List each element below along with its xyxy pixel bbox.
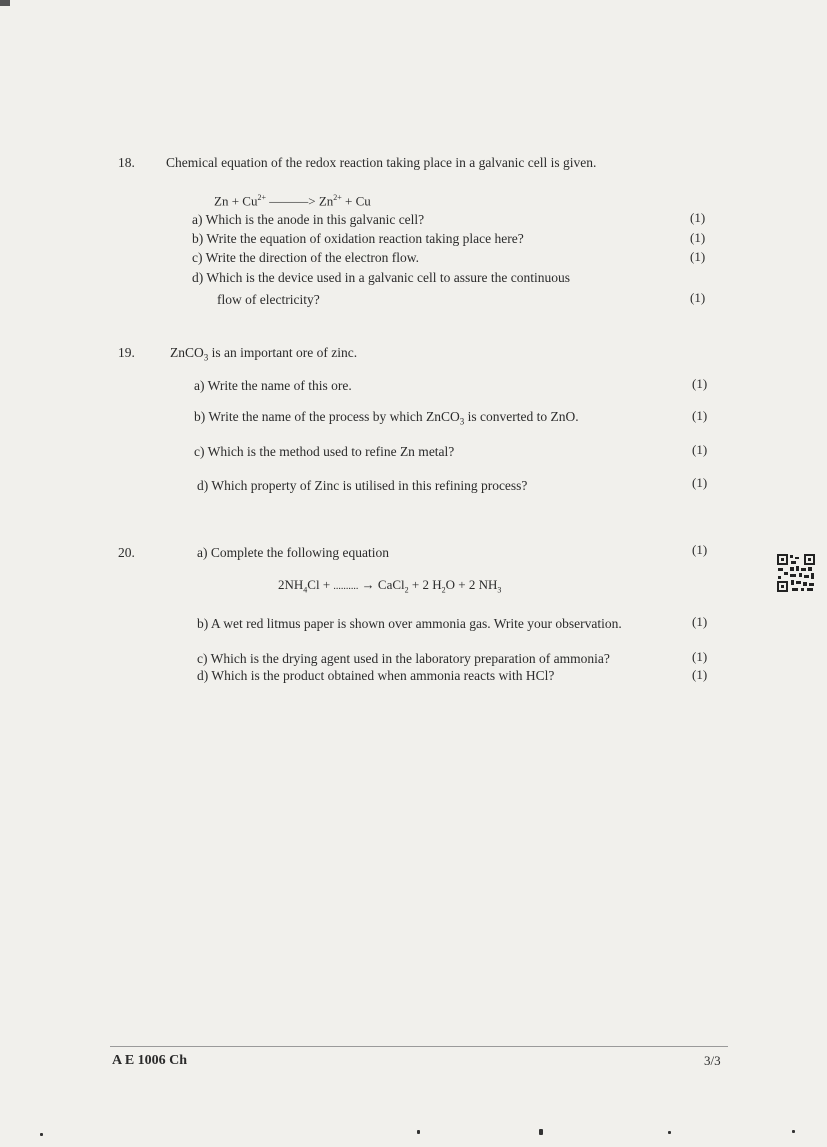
question-19b-mark: (1): [692, 408, 708, 423]
qr-code-icon: [776, 553, 816, 593]
question-18a: a) Which is the anode in this galvanic cell?: [192, 212, 425, 227]
question-20c-mark: (1): [692, 649, 708, 664]
question-18-number: 18.: [118, 155, 135, 170]
question-18d-mark: (1): [690, 290, 706, 305]
question-18d: d) Which is the device used in a galvanic cell to assure the continuous: [192, 270, 571, 285]
question-18d-continuation: flow of electricity?: [217, 292, 320, 307]
question-19-stem: ZnCO$_3$ is an important ore of zinc.: [170, 345, 358, 363]
question-18c: c) Write the direction of the electron flow.: [192, 250, 419, 265]
question-18a-mark: (1): [690, 210, 706, 225]
question-20c: c) Which is the drying agent used in the laboratory preparation of ammonia?: [197, 651, 610, 666]
question-20a-mark: (1): [692, 542, 708, 557]
question-19d-mark: (1): [692, 475, 708, 490]
scan-speck: [668, 1131, 671, 1134]
question-18b-mark: (1): [690, 230, 706, 245]
question-18b: b) Write the equation of oxidation reaction taking place here?: [192, 231, 524, 246]
scan-corner-mark: [0, 0, 10, 6]
paper-code: A E 1006 Ch: [112, 1053, 188, 1068]
question-20b: b) A wet red litmus paper is shown over ammonia gas. Write your observation.: [197, 616, 622, 631]
question-20b-mark: (1): [692, 614, 708, 629]
question-19-number: 19.: [118, 345, 135, 360]
question-19c: c) Which is the method used to refine Zn metal?: [194, 444, 455, 459]
scan-speck: [40, 1133, 43, 1136]
question-20d: d) Which is the product obtained when ammonia reacts with HCl?: [197, 668, 555, 683]
question-19d: d) Which property of Zinc is utilised in this refining process?: [197, 478, 528, 493]
question-20-number: 20.: [118, 545, 135, 560]
question-18-stem: Chemical equation of the redox reaction taking place in a galvanic cell is given.: [166, 155, 597, 170]
footer-divider: [110, 1046, 728, 1047]
question-19a-mark: (1): [692, 376, 708, 391]
question-20d-mark: (1): [692, 667, 708, 682]
question-20-equation: $2NH_4Cl$ + .......... → CaCl$_2$ + 2 $H_2O + 2$ $NH_3$: [278, 577, 502, 595]
question-19b: b) Write the name of the process by which ZnCO$_3$ is converted to ZnO.: [194, 409, 579, 427]
page-number: 3/3: [704, 1053, 721, 1068]
question-20a: a) Complete the following equation: [197, 545, 389, 560]
scan-speck: [417, 1130, 420, 1134]
scan-speck: [539, 1129, 543, 1135]
question-19c-mark: (1): [692, 442, 708, 457]
question-18c-mark: (1): [690, 249, 706, 264]
scan-speck: [792, 1130, 795, 1133]
question-19a: a) Write the name of this ore.: [194, 378, 352, 393]
question-18-equation: $Zn + Cu^{2+}$ ———> $Zn^{2+} + Cu$: [214, 193, 371, 209]
